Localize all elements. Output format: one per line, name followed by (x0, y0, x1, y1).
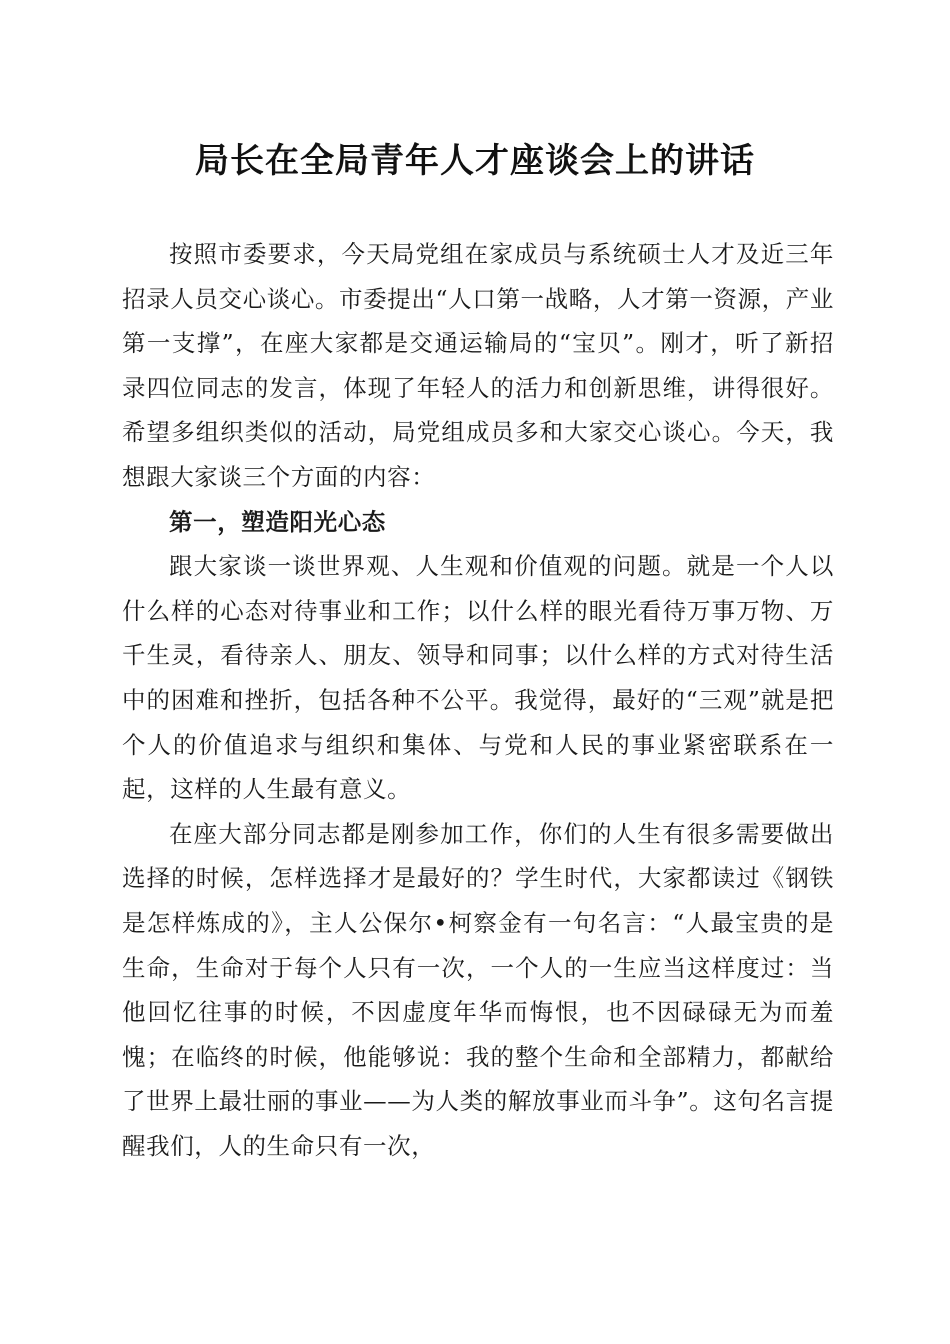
paragraph-worldview: 跟大家谈一谈世界观、人生观和价值观的问题。就是一个人以什么样的心态对待事业和工作；以什么样的眼光看待万事万物、万千生灵，看待亲人、朋友、领导和同事；以什么样的方式对待生活中的困难和挫折，包括各种不公平。我觉得，最好的“三观”就是把个人的价值追求与组织和集体、与党和人民的事业紧密联系在一起，这样的人生最有意义。 (122, 552, 834, 804)
section-heading-1: 第一，塑造阳光心态 (169, 507, 386, 536)
paragraph-intro: 按照市委要求，今天局党组在家成员与系统硕士人才及近三年招录人员交心谈心。市委提出“人口第一战略，人才第一资源，产业第一支撑”，在座大家都是交通运输局的“宝贝”。刚才，听了新招录四位同志的发言，体现了年轻人的活力和创新思维，讲得很好。希望多组织类似的活动，局党组成员多和大家交心谈心。今天，我想跟大家谈三个方面的内容： (122, 240, 834, 491)
document-body (122, 232, 834, 1168)
paragraph-quote: 在座大部分同志都是刚参加工作，你们的人生有很多需要做出选择的时候，怎样选择才是最好的？学生时代，大家都读过《钢铁是怎样炼成的》，主人公保尔•柯察金有一句名言：“人最宝贵的是生命，生命对于每个人只有一次，一个人的一生应当这样度过：当他回忆往事的时候，不因虚度年华而悔恨，也不因碌碌无为而羞愧；在临终的时候，他能够说：我的整个生命和全部精力，都献给了世界上最壮丽的事业——为人类的解放事业而斗争”。这句名言提醒我们，人的生命只有一次， (122, 819, 834, 1160)
document-title: 局长在全局青年人才座谈会上的讲话 (195, 141, 755, 181)
